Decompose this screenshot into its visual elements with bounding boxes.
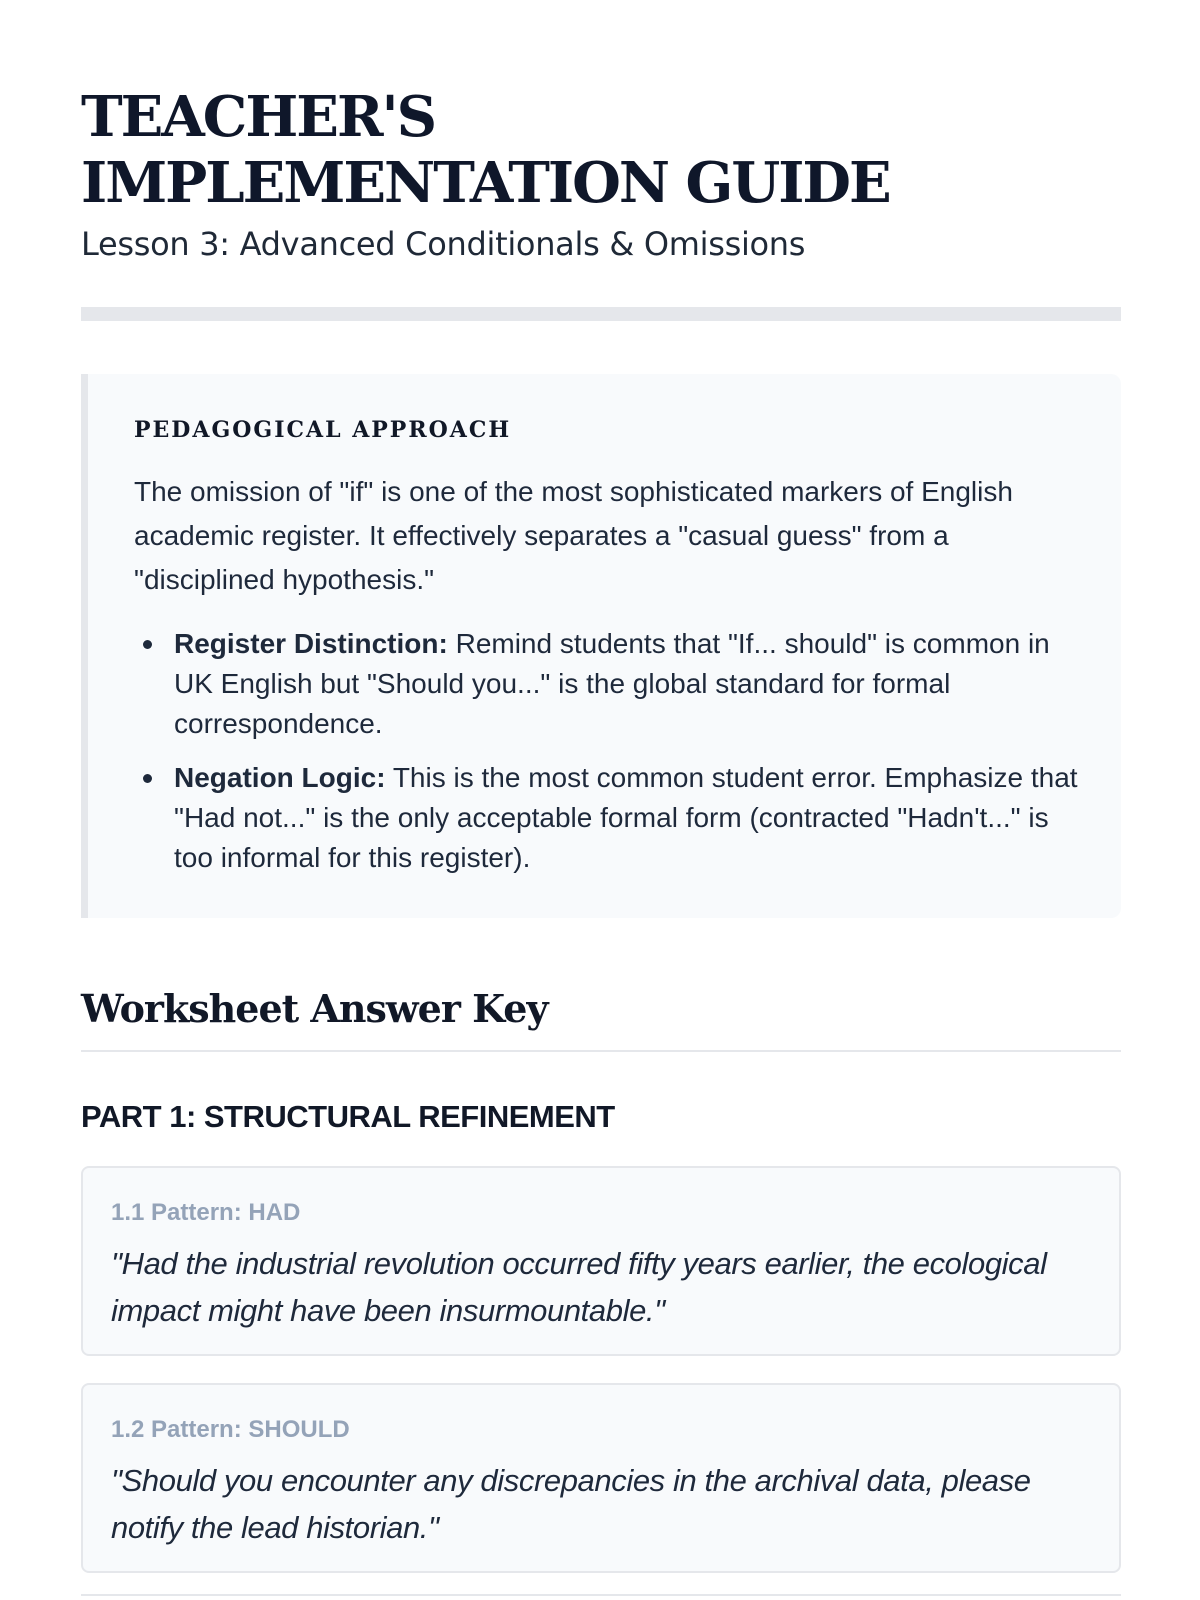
answer-key-divider (81, 1050, 1121, 1052)
register-distinction-text: Remind students that "If... should" is common in UK English but "Should you..." is the global standard for formal correspondence. (174, 628, 1050, 739)
next-answer-card-edge (81, 1594, 1121, 1600)
negation-logic-text: This is the most common student error. Emphasize that "Had not..." is the only acceptable formal form (contracted "Hadn't..." is too informal for this register). (174, 762, 1078, 873)
page-title-line-2: IMPLEMENTATION GUIDE (81, 150, 890, 216)
list-item-negation-logic (134, 758, 1094, 878)
lesson-subtitle: Lesson 3: Advanced Conditionals & Omissions (81, 225, 806, 263)
answer-sentence-1-2: "Should you encounter any discrepancies in the archival data, please notify the lead historian." (111, 1463, 1031, 1545)
answer-sentence-1-1: "Had the industrial revolution occurred fifty years earlier, the ecological impact might have been insurmountable." (111, 1246, 1047, 1328)
pedagogical-points-list (134, 624, 1094, 892)
answer-label-1-2: 1.2 Pattern: SHOULD (111, 1416, 350, 1443)
bullet-icon (143, 774, 152, 783)
answer-label-1-1: 1.1 Pattern: HAD (111, 1199, 301, 1226)
bullet-icon (143, 640, 152, 649)
pedagogical-approach-heading: PEDAGOGICAL APPROACH (134, 417, 512, 443)
answer-card-1-2 (81, 1383, 1121, 1573)
worksheet-answer-key-title: Worksheet Answer Key (81, 986, 548, 1031)
part-1-heading: PART 1: STRUCTURAL REFINEMENT (81, 1099, 615, 1134)
pedagogical-approach-panel (81, 374, 1121, 918)
page-title (81, 84, 1121, 216)
header-divider (81, 307, 1121, 321)
negation-logic-label: Negation Logic: (174, 762, 386, 793)
pedagogical-approach-intro: The omission of "if" is one of the most sophisticated markers of English academic register. It effectively separates a "casual guess" from a "disciplined hypothesis." (134, 476, 1013, 595)
list-item-register-distinction (134, 624, 1094, 744)
page-title-line-1: TEACHER'S (81, 84, 436, 150)
answer-card-1-1 (81, 1166, 1121, 1356)
register-distinction-label: Register Distinction: (174, 628, 448, 659)
